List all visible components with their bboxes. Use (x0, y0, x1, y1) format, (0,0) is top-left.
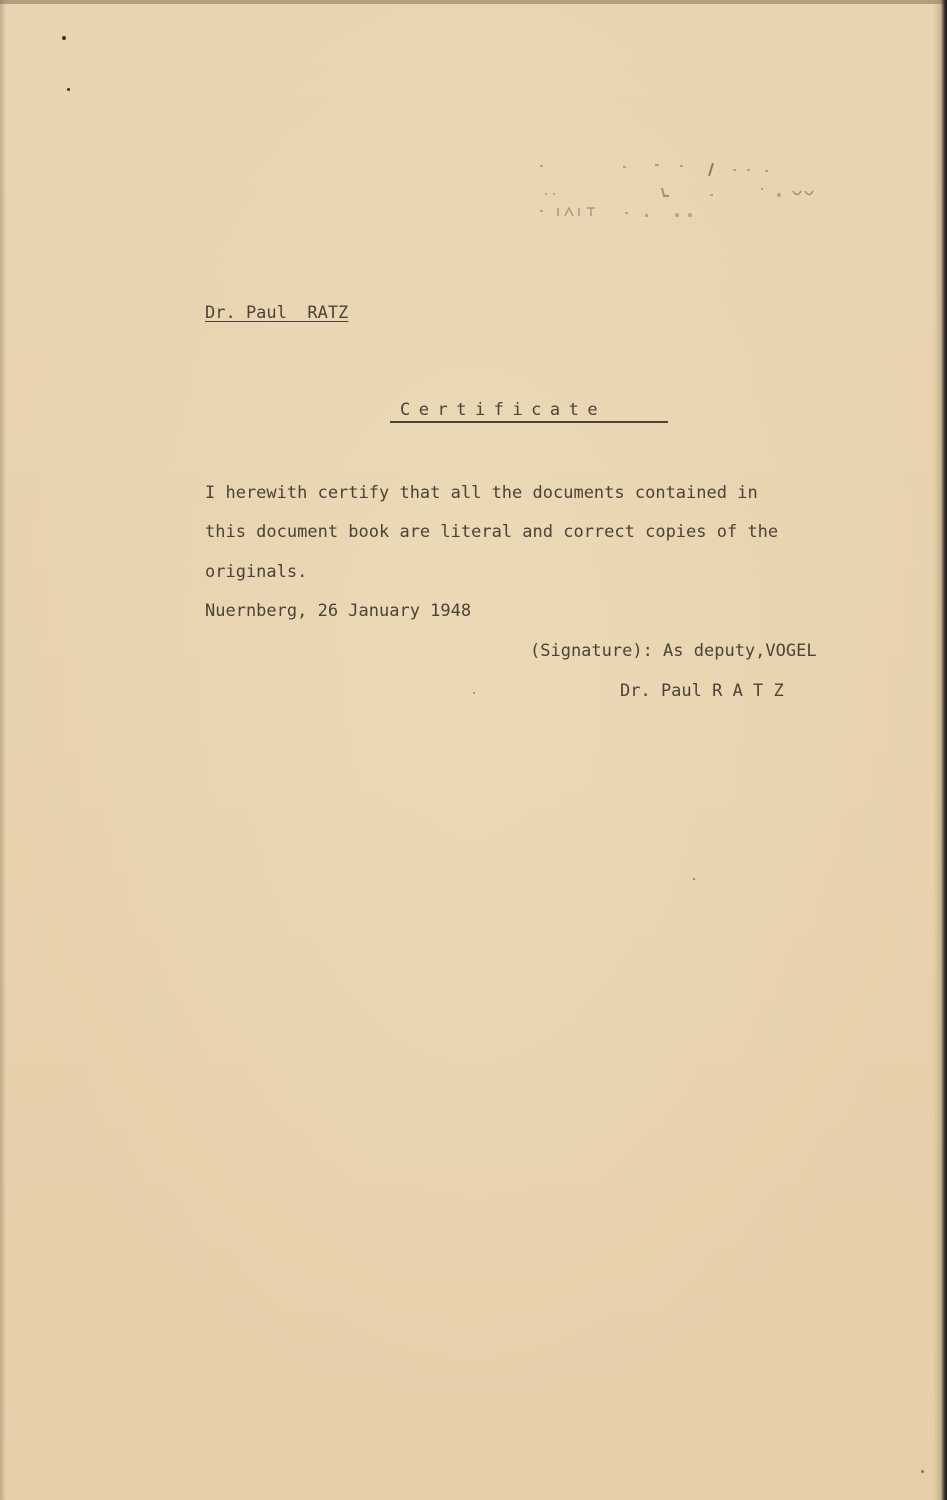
body-line-2: this document book are literal and correct copies of the (205, 522, 779, 542)
ink-speck (67, 88, 70, 91)
title-underline (390, 421, 668, 423)
body-line-3: originals. (205, 562, 308, 582)
place-date: Nuernberg, 26 January 1948 (205, 601, 472, 621)
faded-stamp-marks (535, 160, 825, 230)
signer-name: Dr. Paul R A T Z (620, 681, 784, 701)
body-line-1: I herewith certify that all the documents contained in (205, 483, 758, 503)
signature-line: (Signature): As deputy,VOGEL (530, 641, 817, 661)
paper-top-edge (0, 0, 947, 4)
ink-speck (62, 36, 66, 40)
addressee-name: Dr. Paul RATZ (205, 303, 349, 323)
paper-right-edge (933, 0, 947, 1500)
paper-left-edge (0, 0, 6, 1500)
ink-speck (921, 1470, 924, 1473)
page-title: Certificate (400, 400, 607, 420)
ink-speck (473, 692, 475, 694)
ink-speck (693, 878, 695, 880)
